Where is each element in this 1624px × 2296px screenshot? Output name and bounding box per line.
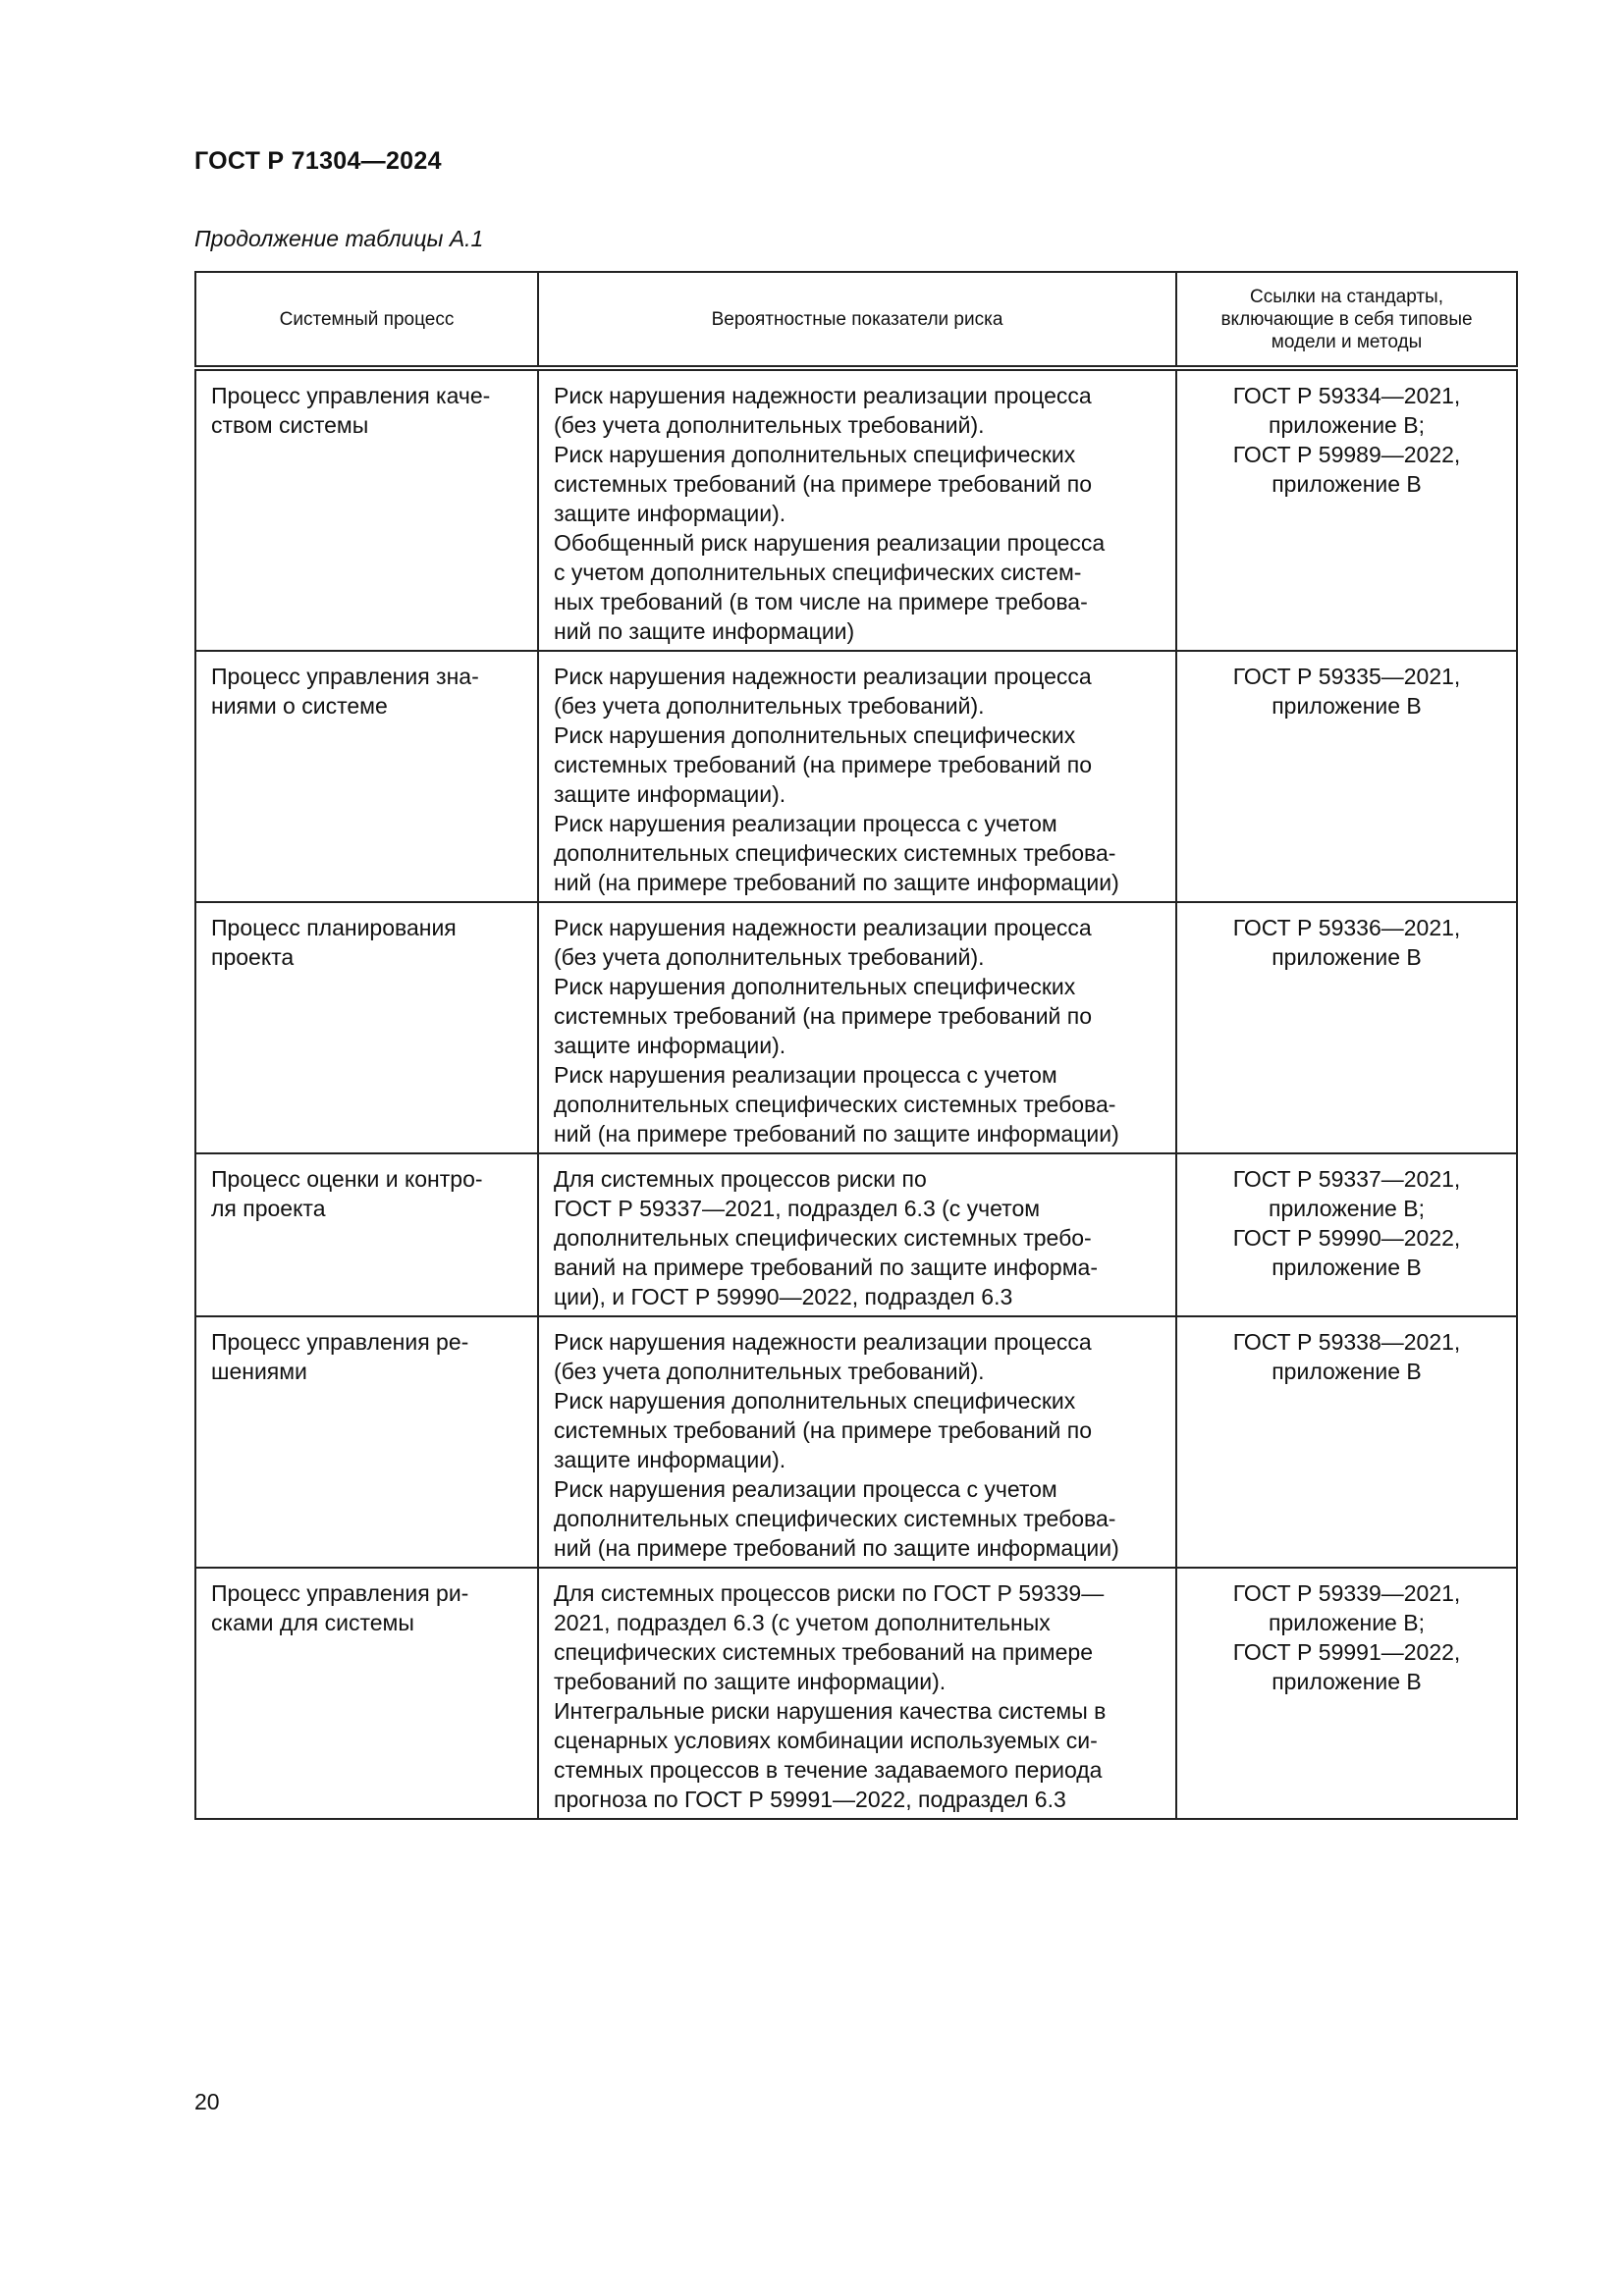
risk-indicators-cell [538, 1153, 1176, 1316]
table-caption: Продолжение таблицы А.1 [194, 226, 484, 251]
risk-line: ний (на примере требований по защите информации) [554, 1121, 1119, 1147]
risk-line: Для системных процессов риски по [554, 1166, 927, 1192]
risk-line: Риск нарушения реализации процесса с учетом [554, 811, 1057, 836]
table-header-row [195, 272, 1517, 368]
table-row [195, 651, 1517, 902]
risk-indicators-cell [538, 651, 1176, 902]
standard-refs-cell [1176, 368, 1517, 651]
risk-line: ГОСТ Р 59337—2021, подраздел 6.3 (с учетом [554, 1196, 1041, 1221]
process-cell [195, 1316, 538, 1568]
risk-table-container [194, 271, 1516, 1820]
ref-line: ГОСТ Р 59338—2021, [1232, 1329, 1461, 1355]
risk-line: специфических системных требований на примере [554, 1639, 1093, 1665]
risk-line: сценарных условиях комбинации используемых си- [554, 1728, 1098, 1753]
risk-line: Риск нарушения дополнительных специфических [554, 1388, 1076, 1414]
process-line: Процесс планирования [211, 915, 457, 940]
risk-line: системных требований (на примере требований по [554, 1417, 1093, 1443]
header-line: Вероятностные показатели риска [711, 308, 1003, 330]
ref-line: приложение В [1272, 471, 1422, 497]
risk-line: Риск нарушения реализации процесса с учетом [554, 1476, 1057, 1502]
risk-line: ции), и ГОСТ Р 59990—2022, подраздел 6.3 [554, 1284, 1013, 1309]
risk-indicators-cell [538, 1568, 1176, 1819]
risk-line: ваний на примере требований по защите информа- [554, 1255, 1098, 1280]
ref-line: ГОСТ Р 59336—2021, [1232, 915, 1461, 940]
process-cell [195, 651, 538, 902]
table-body [195, 368, 1517, 1819]
table-row [195, 1153, 1517, 1316]
risk-line: системных требований (на примере требований по [554, 471, 1093, 497]
risk-indicators-cell [538, 1316, 1176, 1568]
risk-line: Интегральные риски нарушения качества системы в [554, 1698, 1107, 1724]
risk-line: Риск нарушения надежности реализации процесса [554, 915, 1092, 940]
process-line: ством системы [211, 412, 369, 438]
risk-line: дополнительных специфических системных требова- [554, 1092, 1116, 1117]
risk-line: системных требований (на примере требований по [554, 752, 1093, 777]
process-line: Процесс оценки и контро- [211, 1166, 483, 1192]
risk-line: (без учета дополнительных требований). [554, 412, 985, 438]
document-header: ГОСТ Р 71304—2024 [194, 147, 442, 175]
risk-line: Риск нарушения дополнительных специфических [554, 974, 1076, 999]
standard-refs-cell [1176, 651, 1517, 902]
ref-line: приложение В [1272, 693, 1422, 719]
ref-line: ГОСТ Р 59337—2021, [1232, 1166, 1461, 1192]
risk-line: Для системных процессов риски по ГОСТ Р 59339— [554, 1580, 1105, 1606]
risk-line: системных требований (на примере требований по [554, 1003, 1093, 1029]
standard-refs-cell [1176, 1153, 1517, 1316]
risk-line: защите информации). [554, 1447, 786, 1472]
risk-indicators-cell [538, 902, 1176, 1153]
ref-line: ГОСТ Р 59335—2021, [1232, 664, 1461, 689]
standard-refs-cell [1176, 1568, 1517, 1819]
table-row [195, 902, 1517, 1153]
risk-line: дополнительных специфических системных требова- [554, 1506, 1116, 1531]
risk-line: Обобщенный риск нарушения реализации процесса [554, 530, 1106, 556]
process-line: сками для системы [211, 1610, 414, 1635]
ref-line: приложение В [1272, 944, 1422, 970]
table-row [195, 1568, 1517, 1819]
risk-table [194, 271, 1518, 1820]
process-cell [195, 902, 538, 1153]
standard-refs-cell [1176, 902, 1517, 1153]
process-line: ниями о системе [211, 693, 388, 719]
process-cell [195, 1568, 538, 1819]
process-line: Процесс управления ре- [211, 1329, 469, 1355]
process-cell [195, 368, 538, 651]
process-line: Процесс управления ри- [211, 1580, 469, 1606]
risk-line: стемных процессов в течение задаваемого периода [554, 1757, 1103, 1783]
risk-line: (без учета дополнительных требований). [554, 693, 985, 719]
ref-line: приложение В; [1269, 1610, 1425, 1635]
risk-line: ний (на примере требований по защите информации) [554, 870, 1119, 895]
ref-line: ГОСТ Р 59339—2021, [1232, 1580, 1461, 1606]
header-risk-indicators [538, 272, 1176, 368]
header-line: Ссылки на стандарты, [1250, 286, 1443, 307]
ref-line: приложение В [1272, 1255, 1422, 1280]
process-line: Процесс управления зна- [211, 664, 479, 689]
risk-line: Риск нарушения реализации процесса с учетом [554, 1062, 1057, 1088]
risk-line: ний (на примере требований по защите информации) [554, 1535, 1119, 1561]
risk-line: дополнительных специфических системных требова- [554, 840, 1116, 866]
risk-line: требований по защите информации). [554, 1669, 947, 1694]
risk-line: прогноза по ГОСТ Р 59991—2022, подраздел 6.3 [554, 1787, 1066, 1812]
process-line: проекта [211, 944, 295, 970]
risk-line: 2021, подраздел 6.3 (с учетом дополнительных [554, 1610, 1051, 1635]
ref-line: приложение В; [1269, 412, 1425, 438]
ref-line: приложение В [1272, 1359, 1422, 1384]
risk-line: Риск нарушения надежности реализации процесса [554, 664, 1092, 689]
risk-line: Риск нарушения надежности реализации процесса [554, 1329, 1092, 1355]
process-cell [195, 1153, 538, 1316]
header-line: Системный процесс [279, 308, 455, 330]
table-row [195, 368, 1517, 651]
header-system-process [195, 272, 538, 368]
ref-line: приложение В; [1269, 1196, 1425, 1221]
process-line: ля проекта [211, 1196, 326, 1221]
risk-line: защите информации). [554, 781, 786, 807]
process-line: шениями [211, 1359, 307, 1384]
ref-line: ГОСТ Р 59334—2021, [1232, 383, 1461, 408]
risk-line: с учетом дополнительных специфических систем- [554, 560, 1082, 585]
ref-line: ГОСТ Р 59990—2022, [1232, 1225, 1461, 1251]
standard-refs-cell [1176, 1316, 1517, 1568]
ref-line: ГОСТ Р 59991—2022, [1232, 1639, 1461, 1665]
risk-line: защите информации). [554, 1033, 786, 1058]
risk-line: (без учета дополнительных требований). [554, 944, 985, 970]
risk-line: (без учета дополнительных требований). [554, 1359, 985, 1384]
header-line: включающие в себя типовые [1220, 308, 1473, 330]
risk-indicators-cell [538, 368, 1176, 651]
ref-line: приложение В [1272, 1669, 1422, 1694]
table-row [195, 1316, 1517, 1568]
risk-line: Риск нарушения дополнительных специфических [554, 442, 1076, 467]
risk-line: Риск нарушения надежности реализации процесса [554, 383, 1092, 408]
header-standard-refs [1176, 272, 1517, 368]
risk-line: Риск нарушения дополнительных специфических [554, 722, 1076, 748]
risk-line: ний по защите информации) [554, 618, 855, 644]
table-header [195, 272, 1517, 368]
risk-line: ных требований (в том числе на примере требова- [554, 589, 1088, 614]
ref-line: ГОСТ Р 59989—2022, [1232, 442, 1461, 467]
header-line: модели и методы [1271, 331, 1423, 352]
page-number: 20 [194, 2089, 220, 2114]
risk-line: дополнительных специфических системных требо- [554, 1225, 1092, 1251]
process-line: Процесс управления каче- [211, 383, 491, 408]
risk-line: защите информации). [554, 501, 786, 526]
